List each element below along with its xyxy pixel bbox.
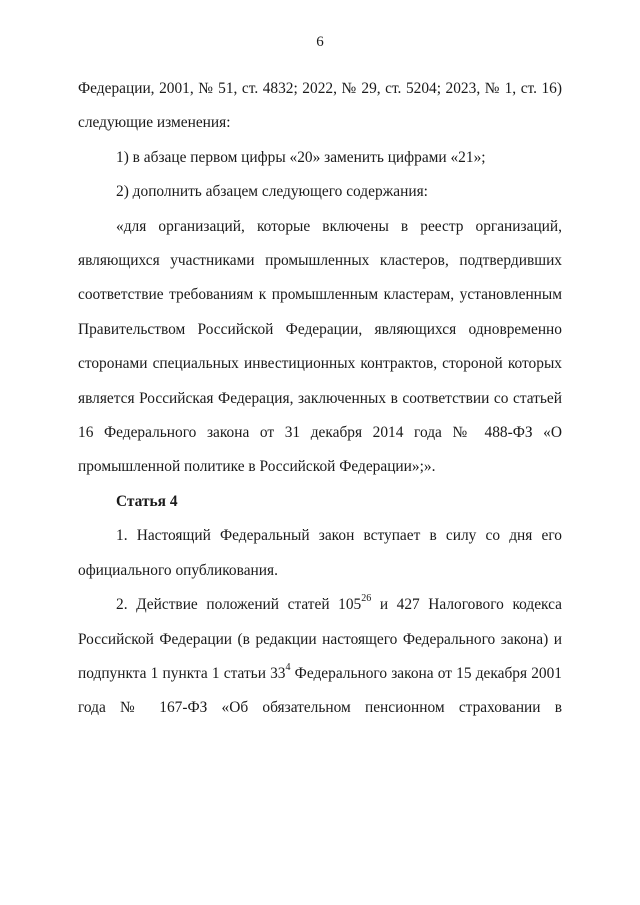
article-paragraph-2 [78, 588, 562, 726]
article-paragraph-2-part-c: Федерального закона от 15 декабря 2001 года № 167-ФЗ «Об обязательном пенсионном страховании в [78, 664, 562, 717]
article-paragraph-2-part-b: и 427 Налогового кодекса Российской Федерации (в редакции настоящего Федерального закона) и подпункта 1 пункта 1 статьи 33 [78, 596, 562, 682]
paragraph-continuation: Федерации, 2001, № 51, ст. 4832; 2022, № 29, ст. 5204; 2023, № 1, ст. 16) следующие изменения: [78, 80, 562, 132]
list-item-2: 2) дополнить абзацем следующего содержания: [116, 183, 428, 201]
superscript-4: 4 [285, 661, 291, 673]
quoted-paragraph: «для организаций, которые включены в реестр организаций, являющихся участниками промышленных кластеров, подтвердивших соответствие требованиям к промышленным кластерам, установленным Правительством Российской Федерации, являющихся одновременно сторонами специальных инвестиционных контрактов, стороной которых является Российская Федерация, заключенных в соответствии со статьей 16 Федерального закона от 31 декабря 2014 года № 488-ФЗ «О промышленной политике в Российской Федерации»;». [78, 217, 562, 476]
article-paragraph-2-part-a: 2. Действие положений статей 105 [116, 596, 362, 614]
article-heading: Статья 4 [116, 492, 178, 510]
list-item-1: 1) в абзаце первом цифры «20» заменить цифрами «21»; [116, 148, 486, 166]
article-paragraph-1: 1. Настоящий Федеральный закон вступает в силу со дня его официального опубликования. [78, 527, 562, 579]
document-body [78, 72, 562, 726]
page-number: 6 [316, 34, 324, 50]
superscript-26: 26 [361, 592, 372, 604]
